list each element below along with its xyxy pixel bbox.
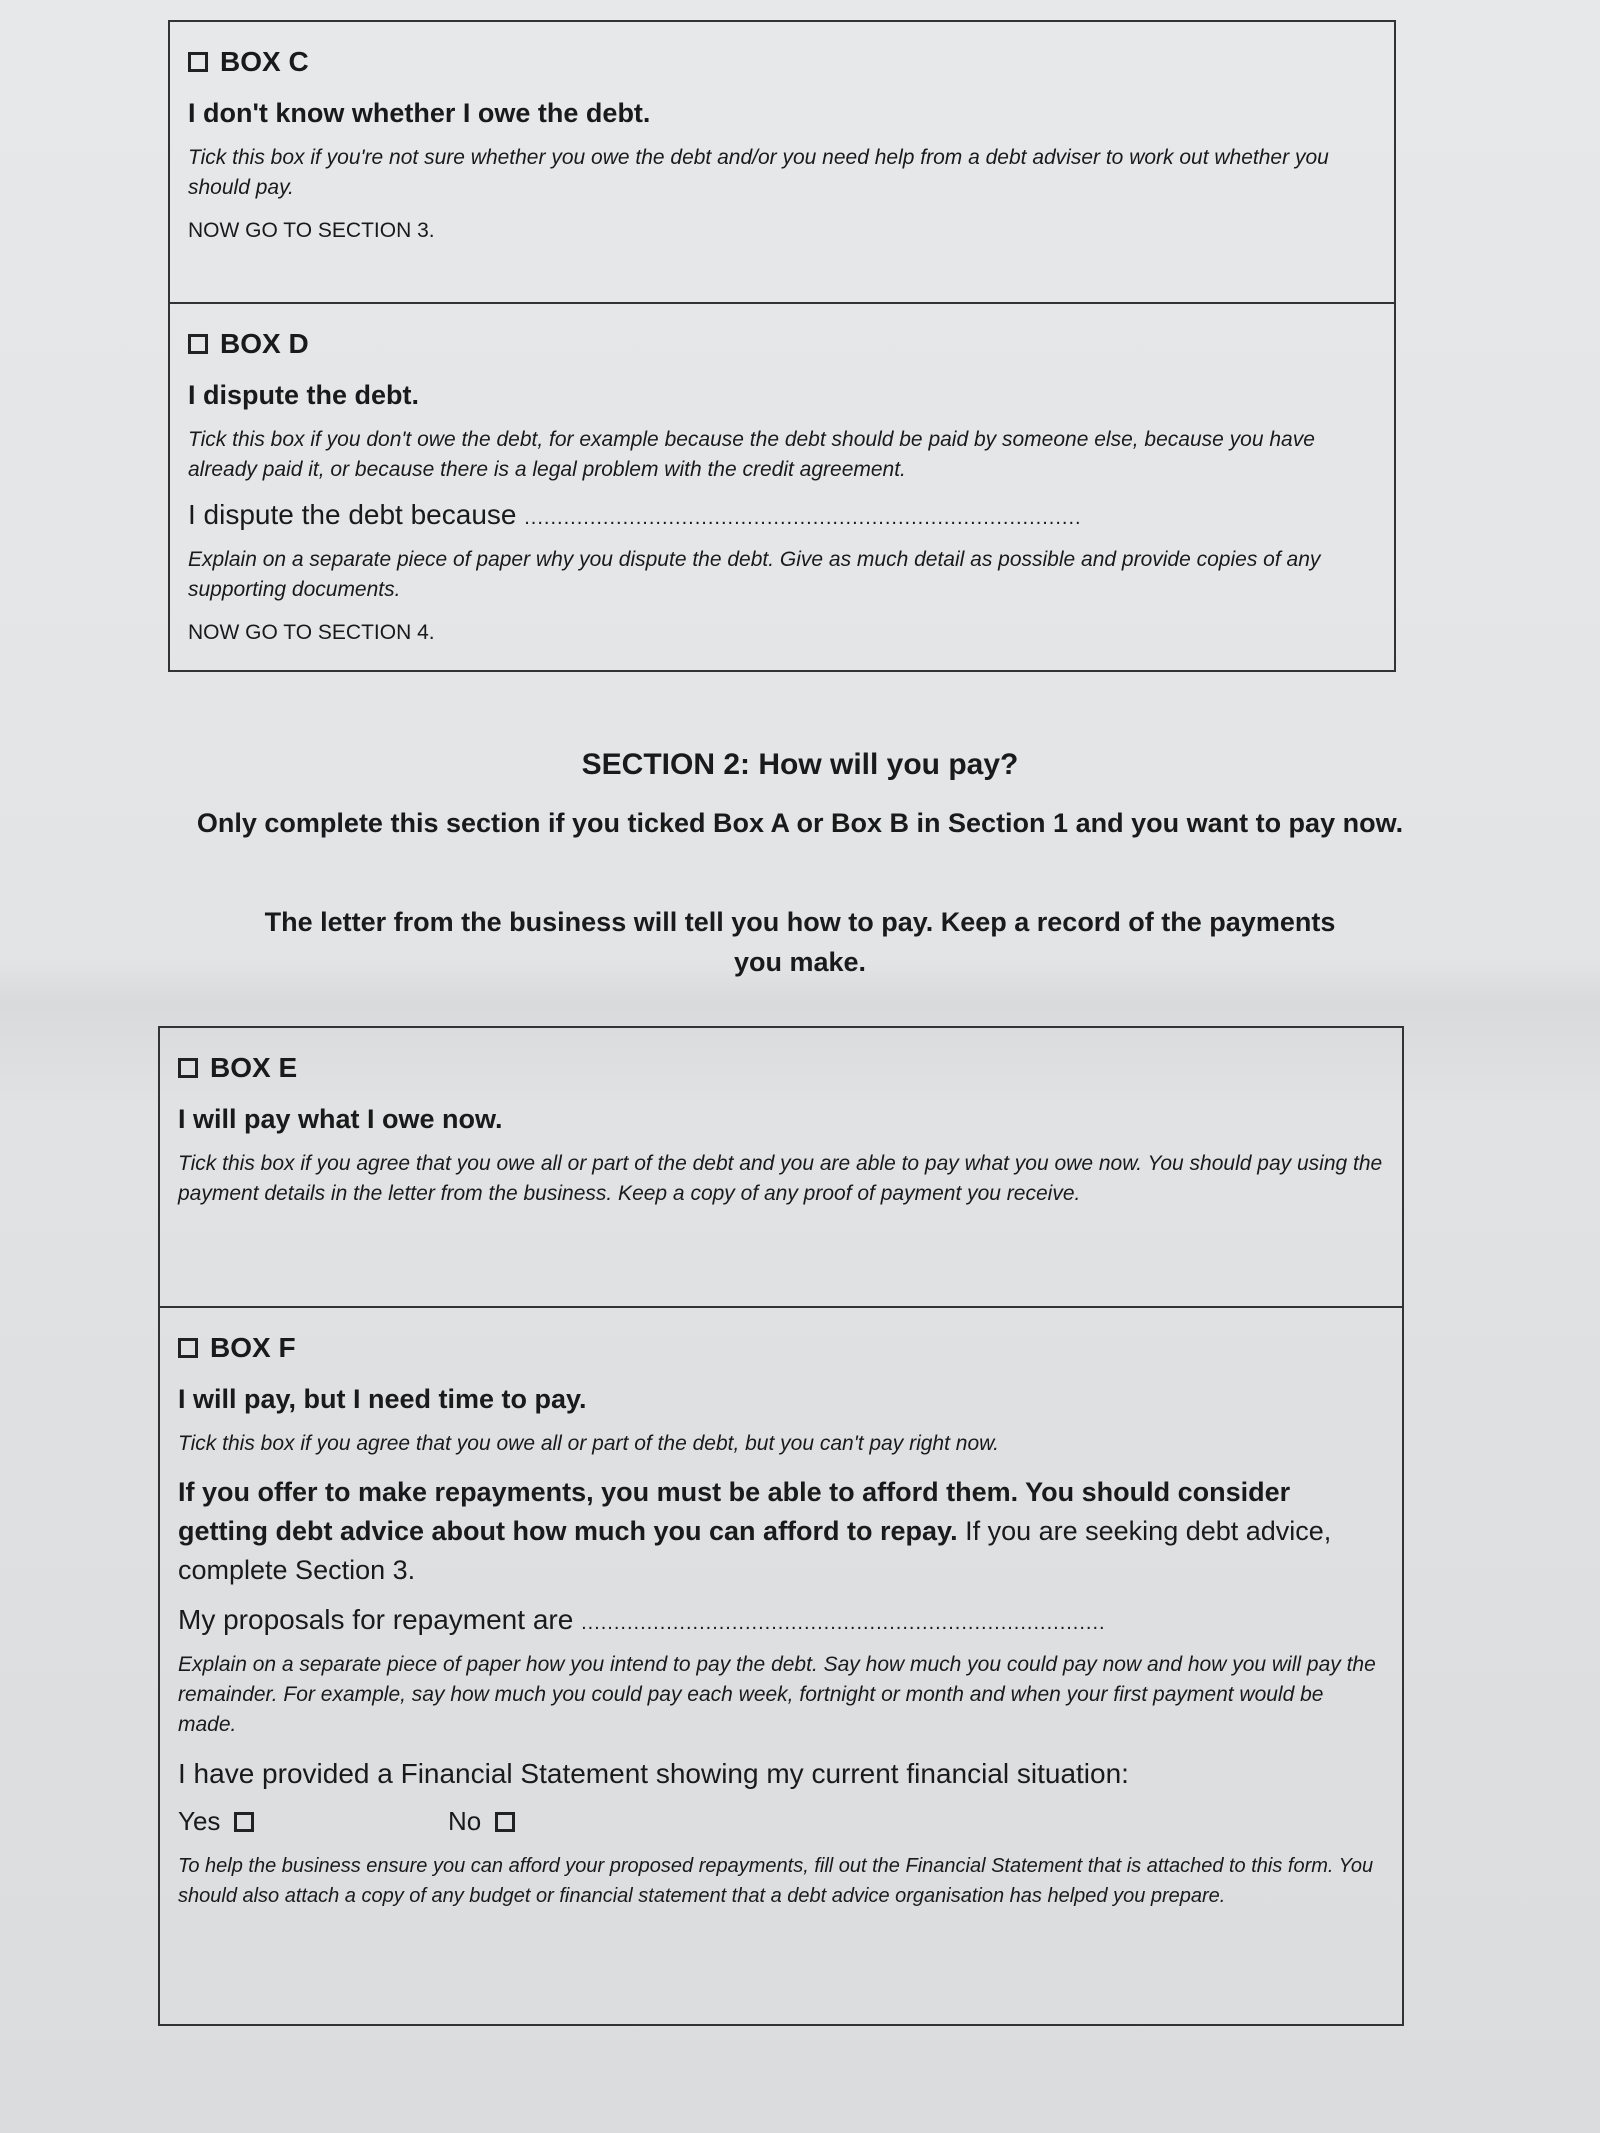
box-f-panel xyxy=(160,1306,1402,2048)
box-e-help: Tick this box if you agree that you owe all or part of the debt and you are able to pay what you owe now. You should pay using the payment details in the letter from the business. Keep a copy of any proof of payment you receive. xyxy=(178,1152,1383,1205)
letter-note-text: The letter from the business will tell you how to pay. Keep a record of the payments you make. xyxy=(264,907,1336,977)
box-d-explain: Explain on a separate piece of paper why you dispute the debt. Give as much detail as possible and provide copies of any supporting documents. xyxy=(188,548,1321,601)
no-label: No xyxy=(448,1806,482,1836)
box-e-label: BOX E xyxy=(210,1052,298,1083)
box-f-header xyxy=(178,1332,1384,1364)
box-f-statement: I will pay, but I need time to pay. xyxy=(178,1384,587,1414)
box-f-footer-help: To help the business ensure you can afford your proposed repayments, fill out the Financial Statement that is attached to this form. You should also attach a copy of any budget or financial statement that a debt advice organisation has helped you prepare. xyxy=(178,1855,1374,1907)
box-c-panel xyxy=(170,46,1394,302)
section2-instruction: Only complete this section if you ticked Box A or Box B in Section 1 and you want to pay now. xyxy=(196,808,1404,838)
box-f-label: BOX F xyxy=(210,1332,296,1363)
box-e-statement: I will pay what I owe now. xyxy=(178,1104,503,1134)
box-c-header xyxy=(188,46,1376,78)
box-d-header xyxy=(188,328,1376,360)
section2-letter-note xyxy=(240,902,1360,982)
box-d-checkbox[interactable] xyxy=(188,334,208,354)
box-c-label: BOX C xyxy=(220,46,309,77)
box-c-checkbox[interactable] xyxy=(188,52,208,72)
warning-normal-text: If you are seeking debt advice, complete Section 3. xyxy=(178,1516,1332,1585)
proposal-field[interactable]: ................................................................................ xyxy=(581,1612,1106,1634)
box-c-goto: NOW GO TO SECTION 3. xyxy=(188,219,435,242)
yes-checkbox[interactable] xyxy=(234,1812,254,1832)
box-d-panel xyxy=(170,302,1394,694)
yes-option[interactable] xyxy=(178,1806,448,1837)
proposal-prompt: My proposals for repayment are xyxy=(178,1604,574,1635)
financial-statement-options xyxy=(178,1806,1384,1837)
box-d-help: Tick this box if you don't owe the debt, for example because the debt should be paid by someone else, because you have already paid it, or because there is a legal problem with the credit agreement. xyxy=(188,428,1315,481)
no-option[interactable] xyxy=(448,1806,515,1837)
box-c-help: Tick this box if you're not sure whether you owe the debt and/or you need help from a debt adviser to work out whether you should pay. xyxy=(188,146,1329,199)
section1-boxes xyxy=(168,20,1396,672)
box-e-panel xyxy=(160,1052,1402,1306)
box-e-header xyxy=(178,1052,1384,1084)
box-e-checkbox[interactable] xyxy=(178,1058,198,1078)
section2-title: SECTION 2: How will you pay? xyxy=(581,748,1019,781)
box-c-statement: I don't know whether I owe the debt. xyxy=(188,98,651,128)
box-f-explain: Explain on a separate piece of paper how you intend to pay the debt. Say how much you could pay now and how you will pay the remainder. For example, say how much you could pay each week, fortnight or month and when your first payment would be made. xyxy=(178,1653,1376,1736)
box-d-statement: I dispute the debt. xyxy=(188,380,420,410)
dispute-reason-field[interactable]: ..................................................................................... xyxy=(524,507,1082,529)
proposal-line xyxy=(178,1604,1384,1636)
box-d-label: BOX D xyxy=(220,328,309,359)
no-checkbox[interactable] xyxy=(495,1812,515,1832)
financial-statement-question: I have provided a Financial Statement showing my current financial situation: xyxy=(178,1758,1129,1789)
box-f-help: Tick this box if you agree that you owe all or part of the debt, but you can't pay right now. xyxy=(178,1432,999,1455)
box-f-checkbox[interactable] xyxy=(178,1338,198,1358)
box-d-goto: NOW GO TO SECTION 4. xyxy=(188,621,435,644)
dispute-reason-line xyxy=(188,499,1376,531)
box-f-warning xyxy=(178,1473,1384,1590)
warning-bold-text: If you offer to make repayments, you must be able to afford them. You should consider getting debt advice about how much you can afford to repay. xyxy=(178,1477,1291,1546)
dispute-reason-prompt: I dispute the debt because xyxy=(188,499,517,530)
yes-label: Yes xyxy=(178,1806,221,1836)
section2-boxes xyxy=(158,1026,1404,2026)
